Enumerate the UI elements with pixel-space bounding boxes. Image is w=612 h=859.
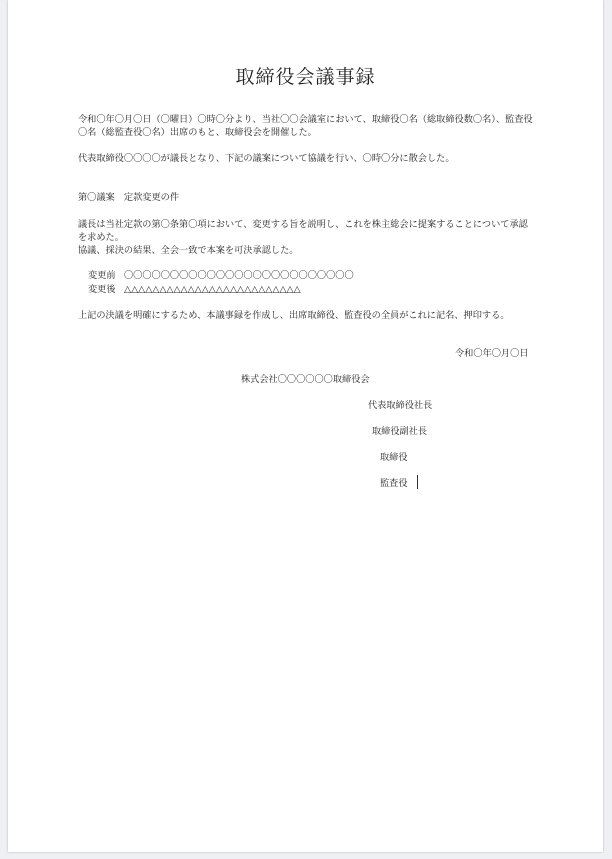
document-page xyxy=(8,0,603,852)
company-name: 株式会社〇〇〇〇〇〇取締役会 xyxy=(241,374,370,385)
agenda-title: 第〇議案 定款変更の件 xyxy=(78,192,180,203)
document-title: 取締役会議事録 xyxy=(235,66,376,88)
signatory-director: 取締役 xyxy=(380,452,408,463)
closing-paragraph: 上記の決議を明確にするため、本議事録を作成し、出席取締役、監査役の全員がこれに記名、押印する。 xyxy=(78,310,510,321)
text-cursor xyxy=(417,475,418,489)
agenda-body-1: 議長は当社定款の第〇条第〇項において、変更する旨を説明し、これを株主総会に提案することについて承認を求めた。 xyxy=(78,219,528,243)
change-before-label: 変更前 xyxy=(88,270,116,281)
change-before-value: 〇〇〇〇〇〇〇〇〇〇〇〇〇〇〇〇〇〇〇〇〇〇〇〇〇 xyxy=(124,270,354,281)
signatory-president: 代表取締役社長 xyxy=(368,400,433,411)
change-after-label: 変更後 xyxy=(88,284,116,295)
signatory-vice-president: 取締役副社長 xyxy=(372,426,428,437)
signatory-auditor: 監査役 xyxy=(380,478,408,489)
agenda-body-2: 協議、採決の結果、全会一致で本案を可決承認した。 xyxy=(78,245,299,256)
intro-paragraph: 令和〇年〇月〇日（〇曜日）〇時〇分より、当社〇〇会議室において、取締役〇名（総取締役数〇名）、監査役〇名（総監査役〇名）出席のもと、取締役会を開催した。 xyxy=(78,114,533,138)
chair-paragraph: 代表取締役〇〇〇〇が議長となり、下記の議案について協議を行い、〇時〇分に散会した。 xyxy=(78,153,455,164)
document-date: 令和〇年〇月〇日 xyxy=(455,348,529,359)
change-after-value: △△△△△△△△△△△△△△△△△△△△△△△△△ xyxy=(124,284,301,295)
